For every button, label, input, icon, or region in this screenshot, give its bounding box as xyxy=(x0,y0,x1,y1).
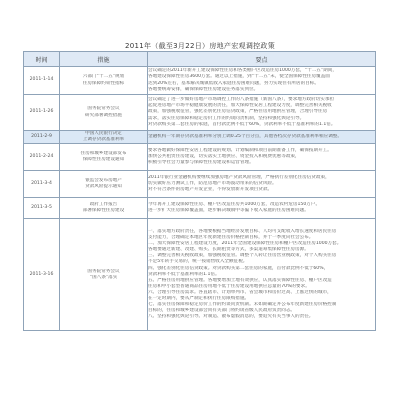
page-title: 2011年（截至3月22日）房地产宏观调控政策 xyxy=(124,42,276,50)
key-points-line: 各地要通过新建、改建、购买、长期租赁等方式，多渠道筹集保障性住房房源。 xyxy=(148,247,309,253)
key-points-line: 二、加大保障性安居工程建设力度，2011年全国建设保障性住房和棚户区改造住房1000万套。 xyxy=(148,241,342,247)
key-points-line: 六、合理引导住房需求。各直辖市、计划单列市、省会城市和房价过高、上涨过快的城市， xyxy=(148,289,332,295)
key-points-line: 起促进房地产市场平稳健康发展的责任，加大保障性安居工程建设力度，调整完善相关税收 xyxy=(148,103,332,109)
table-row xyxy=(24,171,376,198)
key-points-line: 需求，落实住房保障和稳定房价工作的约谈问责机制，坚持和强化舆论引导。 xyxy=(148,115,305,121)
date-cell: 2011-1-26 xyxy=(24,95,60,131)
measure-line: 国务院常务会议 xyxy=(87,268,120,274)
key-points-cell xyxy=(148,198,376,219)
key-points-line: 对不符合条件的房地产开发企业，不得发放新开发项目贷款。 xyxy=(148,187,273,193)
measure-cell xyxy=(60,67,148,95)
key-points-line: 贷款利率不低于基准利率的1.1倍。 xyxy=(148,271,220,277)
key-points-line: 金融机构一年期存贷款基准利率分别上调0.25个百分点，其他各档次存贷款基准利率相应调整。 xyxy=(148,134,342,140)
table-row xyxy=(24,144,376,171)
key-points-line: 三、调整完善相关税收政策，加强税收征管。调整个人转让住房营业税政策，对个人购买住房 xyxy=(148,253,337,259)
measure-line: 国务院常务会议 xyxy=(87,106,120,112)
table-body xyxy=(24,67,376,331)
measure-line: “国八条”落实 xyxy=(89,274,118,280)
key-points-line: 各地建设保障性住房3600万套。通过以上措施，到“十二五”末，使全国保障性住房覆盖面 xyxy=(148,74,330,80)
key-points-line: 对贷款购买第二套住房的家庭，首付款比例不低于60%，贷款利率不低于基准利率的1.1倍。 xyxy=(148,121,336,127)
key-points-line: 在一定时期内，要从严制定和执行住房限购措施。 xyxy=(148,296,250,302)
date-cell: 2011-3-4 xyxy=(24,171,60,198)
measure-cell xyxy=(60,95,148,131)
date-cell: 2011-2-24 xyxy=(24,144,60,171)
key-points-line: 各地要统筹安排，确保保障性住房建设任务落实到位。 xyxy=(148,86,259,92)
key-points-line: 政策，加强税收征管，强化差别化住房信贷政策，严格住房用地供应管理，合理引导住房 xyxy=(148,109,328,115)
measure-line: 中国人民银行决定 xyxy=(85,131,122,136)
key-points-line: 住房和中小套型普通商品住房用地不低于住房建设用地供应总量的70%的要求。 xyxy=(148,283,310,289)
measure-cell xyxy=(60,198,148,219)
key-points-cell xyxy=(148,171,376,198)
table-row xyxy=(24,67,376,95)
key-points-line: 八、坚持和强化舆论引导。对制造、散布虚假消息的，要追究有关当事人的责任。 xyxy=(148,314,314,320)
date-cell: 2011-1-14 xyxy=(24,67,60,95)
header-measure: 措施 xyxy=(60,52,148,67)
policy-table xyxy=(23,51,376,331)
key-points-line: 要求各地做好保障性安居工程建设的规划、计划编制和项目前期准备工作，确保按期开工。 xyxy=(148,148,332,154)
measure-line: 研究部署调控措施 xyxy=(85,112,122,118)
measure-line: 部署保障性住房建设 xyxy=(82,208,125,214)
key-points-line: 五、严格住房用地供应管理。各地要增加土地有效供应，认真落实保障性住房、棚户区改造 xyxy=(148,277,332,283)
key-points-line: 进一步扩大住房保障覆盖面，逐步解决城镇中等偏下收入家庭的住房困难问题。 xyxy=(148,208,309,214)
table-row xyxy=(24,198,376,219)
measure-line: 六部门“十二五”规划 xyxy=(82,74,125,80)
measure-line: 保障性住房建设通知 xyxy=(82,157,125,163)
measure-line: 贷款风险提示通知 xyxy=(85,184,122,190)
measure-cell xyxy=(60,144,148,171)
key-points-line: 达到20%左右，基本解决城镇低收入家庭住房困难问题，努力实现住有所居的目标。 xyxy=(148,80,319,86)
key-points-line: 切实做好压力测试工作，防范房地产市场波动带来的信贷风险。 xyxy=(148,181,277,187)
key-points-line: 2011年银行业金融机构要继续加强房地产贷款风险管理，严格执行差别化住房信贷政策， xyxy=(148,175,330,181)
key-points-line: 四、强化差别化住房信贷政策。对贷款购买第二套住房的家庭，首付款比例不低于60%， xyxy=(148,265,329,271)
key-points-cell xyxy=(148,67,376,95)
measure-line: 银监会发布房地产 xyxy=(85,178,122,184)
key-points-line: 支付能力，合理确定本地区年度新建住房价格控制目标，并于一季度向社会公布。 xyxy=(148,235,314,241)
key-points-cell xyxy=(148,95,376,131)
key-points-line: 不足5年转手交易的，统一按销售收入全额征税。 xyxy=(148,259,248,265)
table-header-row xyxy=(24,52,376,67)
measure-cell xyxy=(60,131,148,144)
measure-line: 上调存贷款基准利率 xyxy=(82,137,125,143)
measure-line: 住房保障约束性指标 xyxy=(82,80,125,86)
header-date: 时间 xyxy=(24,52,60,67)
key-points-cell xyxy=(148,219,376,331)
key-points-line: 积极引导社会力量参与保障性住房建设和运营管理。 xyxy=(148,160,254,166)
date-cell: 2011-3-5 xyxy=(24,198,60,219)
key-points-line: 会议确定了进一步做好房地产市场调控工作的八条措施（新国八条），要求地方政府切实承担 xyxy=(148,97,335,103)
key-points-line: 会议确定的2011年新开工建设保障性住房和各类棚户区改造住房1000万套，“十二五”期间， xyxy=(148,68,337,74)
key-points-line: 今年再开工建设保障性住房、棚户区改造住房共1000万套，改造农村危房150万户。 xyxy=(148,202,321,208)
key-points-cell xyxy=(148,144,376,171)
key-points-line: 加快公共租赁住房建设，切实落实土地供应、资金投入和税费优惠等政策， xyxy=(148,154,300,160)
key-points-line: 一、落实地方政府责任，各地要根据当地经济发展目标、人均可支配收入增长速度和居民住房 xyxy=(148,228,337,234)
key-points-line: 七、落实住房保障和稳定房价工作的约谈问责机制。未如期确定并公布年度新建住房价格控制 xyxy=(148,302,337,308)
date-cell: 2011-2-9 xyxy=(24,131,60,144)
date-cell: 2011-3-16 xyxy=(24,219,60,331)
measure-line: 政府工作报告 xyxy=(89,202,118,208)
measure-cell xyxy=(60,171,148,198)
measure-line: 住房和城乡建设部发布 xyxy=(80,151,127,157)
measure-cell xyxy=(60,219,148,331)
key-points-line: 目标的，住房和城乡建设部会同有关部门将约谈省级人民政府负责同志。 xyxy=(148,308,296,314)
table-row xyxy=(24,219,376,331)
key-points-cell xyxy=(148,131,376,144)
table-row xyxy=(24,131,376,144)
table-row xyxy=(24,95,376,131)
header-key-points: 要点 xyxy=(148,52,376,67)
